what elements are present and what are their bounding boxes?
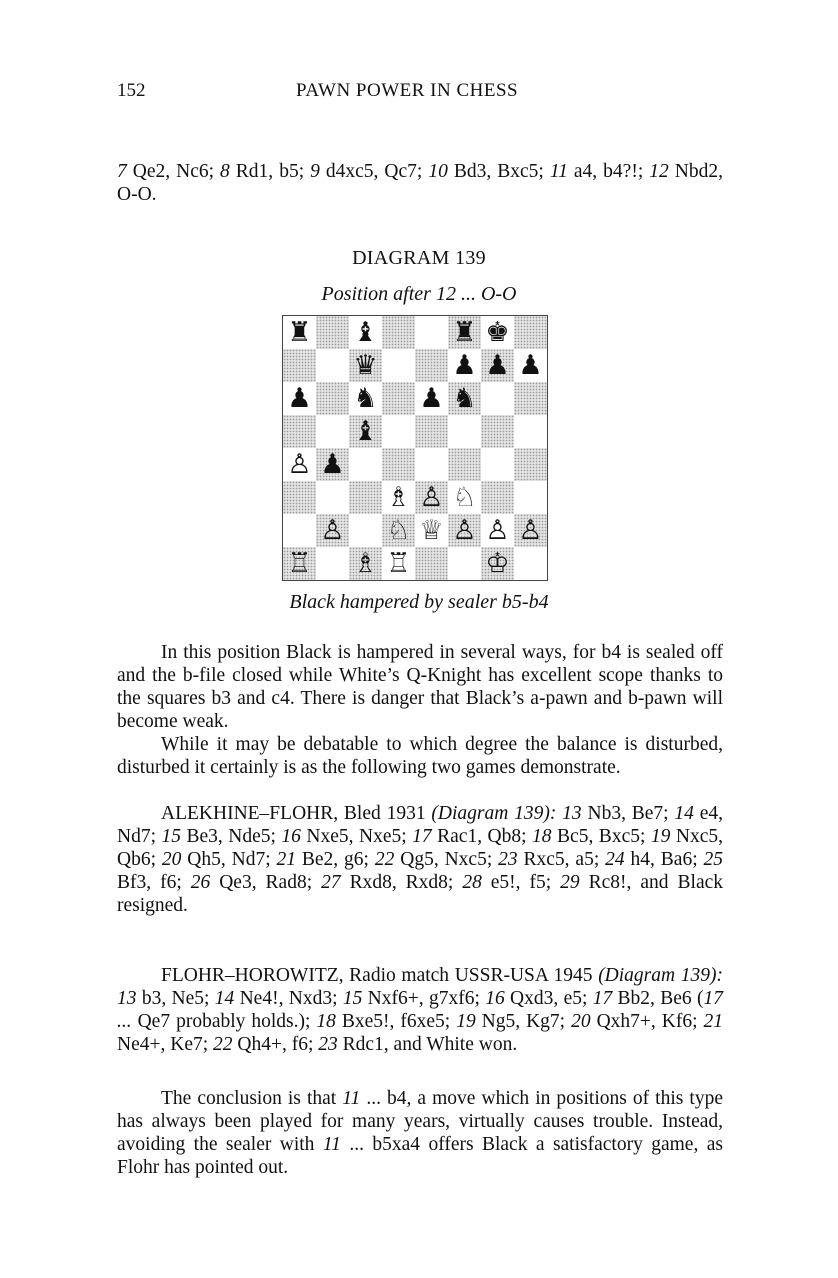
chess-board [282,315,548,581]
text-run: Rdc1, and White won. [337,1034,518,1055]
chess-piece-icon: ♜ [452,317,477,348]
text-run: Bc5, Bxc5; [551,826,651,847]
text-run: e4, Nd7; [117,803,723,847]
square-f7 [448,349,481,382]
chess-piece-icon: ♟ [518,350,543,381]
square-h2 [514,514,547,547]
square-h8 [514,316,547,349]
move-number: 21 [703,1011,723,1032]
move-number: 16 [281,826,301,847]
chess-piece-icon: ♟ [419,383,444,414]
text-run: Rd1, b5; [229,161,311,182]
intro-paragraph [117,160,723,206]
text-run: Nxe5, Nxe5; [300,826,413,847]
text-run: e5!, f5; [481,872,561,893]
text-run: Nxf6+, g7xf6; [362,988,486,1009]
text-run: Bb2, Be6 ( [612,988,704,1009]
square-b4 [316,448,349,481]
square-h1 [514,547,547,580]
chess-piece-icon: ♙ [320,515,345,546]
text-run: In this position Black is hampered in several ways, for b4 is sealed off and the b-file closed while White’s Q-Knight has excellent scope thanks to the squares b3 and c4. There is danger that Black’s a-pawn and b-pawn will become weak. [117,642,723,732]
chess-piece-icon: ♝ [353,416,378,447]
square-g5 [481,415,514,448]
chess-piece-icon: ♝ [353,317,378,348]
square-f8 [448,316,481,349]
square-d3 [382,481,415,514]
text-run: Be2, g6; [296,849,375,870]
text-run: While it may be debatable to which degree the balance is disturbed, disturbed it certainly is as the following two games demonstrate. [117,734,723,778]
chess-piece-icon: ♞ [353,383,378,414]
square-f1 [448,547,481,580]
square-a8 [283,316,316,349]
square-a7 [283,349,316,382]
body-paragraph-3 [117,802,723,917]
move-number: 18 [316,1011,336,1032]
chess-piece-icon: ♛ [353,350,378,381]
text-run: FLOHR–HOROWITZ, Radio match USSR-USA 1945 [161,965,599,986]
square-a3 [283,481,316,514]
move-number: 11 [322,1134,341,1155]
text-run: The conclusion is that [161,1088,343,1109]
square-c3 [349,481,382,514]
square-a4 [283,448,316,481]
square-f2 [448,514,481,547]
square-b3 [316,481,349,514]
text-run: Bxe5!, f6xe5; [335,1011,457,1032]
move-number: 29 [560,872,580,893]
square-g8 [481,316,514,349]
move-number: 24 [605,849,625,870]
move-number: 25 [703,849,723,870]
text-run: Rxc5, a5; [517,849,606,870]
square-a1 [283,547,316,580]
move-number: 17 [412,826,432,847]
text-run: Rxd8, Rxd8; [340,872,463,893]
diagram-subtitle: Position after 12 ... O-O [321,283,517,305]
square-h7 [514,349,547,382]
move-number: 12 [649,161,669,182]
move-number: 19 [456,1011,476,1032]
diagram-caption: Black hampered by sealer b5-b4 [289,591,549,613]
chess-piece-icon: ♘ [452,482,477,513]
text-run: Qe2, Nc6; [126,161,221,182]
square-c4 [349,448,382,481]
square-c6 [349,382,382,415]
move-number: 23 [498,849,518,870]
square-b2 [316,514,349,547]
move-number: 22 [213,1034,233,1055]
body-paragraph-5 [117,1087,723,1179]
chess-piece-icon: ♟ [320,449,345,480]
text-run: Nxc5, Qb6; [117,826,723,870]
square-b6 [316,382,349,415]
chess-piece-icon: ♗ [353,548,378,579]
square-d8 [382,316,415,349]
square-e2 [415,514,448,547]
text-run: Qe7 probably holds.); [131,1011,317,1032]
square-f6 [448,382,481,415]
square-f4 [448,448,481,481]
text-run: Rac1, Qb8; [431,826,533,847]
page-number: 152 [117,80,146,101]
square-b7 [316,349,349,382]
square-e3 [415,481,448,514]
square-c2 [349,514,382,547]
move-number: 15 [342,988,363,1009]
move-number: 17 [592,988,613,1009]
text-run: Ne4!, Nxd3; [234,988,343,1009]
square-f3 [448,481,481,514]
square-g1 [481,547,514,580]
square-e6 [415,382,448,415]
chess-piece-icon: ♟ [452,350,477,381]
move-number: 26 [190,872,211,893]
move-number: 14 [214,988,235,1009]
chess-piece-icon: ♙ [287,449,312,480]
text-run: Qxh7+, Kf6; [590,1011,704,1032]
diagram-title: DIAGRAM 139 [352,247,486,269]
move-number: 9 [310,161,320,182]
square-c1 [349,547,382,580]
text-run: Qh5, Nd7; [181,849,277,870]
chess-piece-icon: ♙ [518,515,543,546]
square-d5 [382,415,415,448]
text-run: h4, Ba6; [624,849,704,870]
move-number: 15 [161,826,181,847]
square-h3 [514,481,547,514]
text-run: Qxd3, e5; [504,988,593,1009]
text-run: b3, Ne5; [136,988,215,1009]
text-run: ... b4, a move which in positions of this type has always been played for many years, virtually causes trouble. Instead, avoiding the sealer with [117,1088,723,1155]
square-c8 [349,316,382,349]
square-d2 [382,514,415,547]
chess-piece-icon: ♖ [287,548,312,579]
square-e5 [415,415,448,448]
square-g7 [481,349,514,382]
move-number: 18 [532,826,552,847]
chess-piece-icon: ♗ [386,482,411,513]
text-run: Qh4+, f6; [232,1034,319,1055]
move-number: 8 [220,161,230,182]
move-number: 16 [485,988,505,1009]
text-run: d4xc5, Qc7; [319,161,429,182]
chess-piece-icon: ♙ [419,482,444,513]
text-run: Nb3, Be7; [581,803,675,824]
square-e7 [415,349,448,382]
move-number: (Diagram 139): 13 [431,803,582,824]
square-d4 [382,448,415,481]
square-g4 [481,448,514,481]
square-h6 [514,382,547,415]
chess-piece-icon: ♕ [419,515,444,546]
text-run: Qe3, Rad8; [210,872,322,893]
square-e4 [415,448,448,481]
chess-piece-icon: ♟ [485,350,510,381]
move-number: 27 [321,872,341,893]
square-a6 [283,382,316,415]
text-run: ... b5xa4 offers Black a satisfactory game, as Flohr has pointed out. [117,1134,723,1178]
text-run: Bf3, f6; [117,872,191,893]
move-number: 19 [650,826,671,847]
move-number: (Diagram 139): 13 [117,965,723,1009]
text-run: a4, b4?!; [567,161,650,182]
move-number: 22 [374,849,395,870]
square-b8 [316,316,349,349]
chess-piece-icon: ♙ [485,515,510,546]
text-run: ALEKHINE–FLOHR, Bled 1931 [161,803,432,824]
square-c7 [349,349,382,382]
move-number: 23 [318,1034,338,1055]
square-e1 [415,547,448,580]
running-head: PAWN POWER IN CHESS [296,80,519,101]
square-d1 [382,547,415,580]
square-h4 [514,448,547,481]
chess-piece-icon: ♖ [386,548,411,579]
chess-piece-icon: ♟ [287,383,312,414]
square-b1 [316,547,349,580]
chess-piece-icon: ♞ [452,383,477,414]
body-paragraph-1 [117,641,723,733]
move-number: 11 [342,1088,361,1109]
square-d6 [382,382,415,415]
square-a2 [283,514,316,547]
body-paragraph-2 [117,733,723,779]
move-number: 11 [549,161,568,182]
move-number: 20 [161,849,182,870]
text-run: Ne4+, Ke7; [117,1034,214,1055]
text-run: Qg5, Nxc5; [394,849,499,870]
square-e8 [415,316,448,349]
chess-piece-icon: ♙ [452,515,477,546]
body-paragraph-4 [117,964,723,1056]
square-g3 [481,481,514,514]
square-f5 [448,415,481,448]
square-c5 [349,415,382,448]
move-number: 14 [674,803,694,824]
square-g6 [481,382,514,415]
square-b5 [316,415,349,448]
text-run: Bd3, Bxc5; [447,161,550,182]
move-number: 20 [571,1011,591,1032]
move-number: 17 ... [117,988,723,1032]
text-run: Rc8!, and Black resigned. [117,872,724,916]
square-h5 [514,415,547,448]
chess-piece-icon: ♘ [386,515,411,546]
square-g2 [481,514,514,547]
move-number: 7 [117,161,127,182]
text-run: Nbd2, O-O. [117,161,723,205]
square-d7 [382,349,415,382]
move-number: 21 [276,849,296,870]
text-run: Ng5, Kg7; [475,1011,572,1032]
chess-piece-icon: ♜ [287,317,312,348]
move-number: 28 [462,872,482,893]
square-a5 [283,415,316,448]
chess-piece-icon: ♚ [485,317,510,348]
chess-piece-icon: ♔ [485,548,510,579]
text-run: Be3, Nde5; [181,826,282,847]
move-number: 10 [428,161,448,182]
